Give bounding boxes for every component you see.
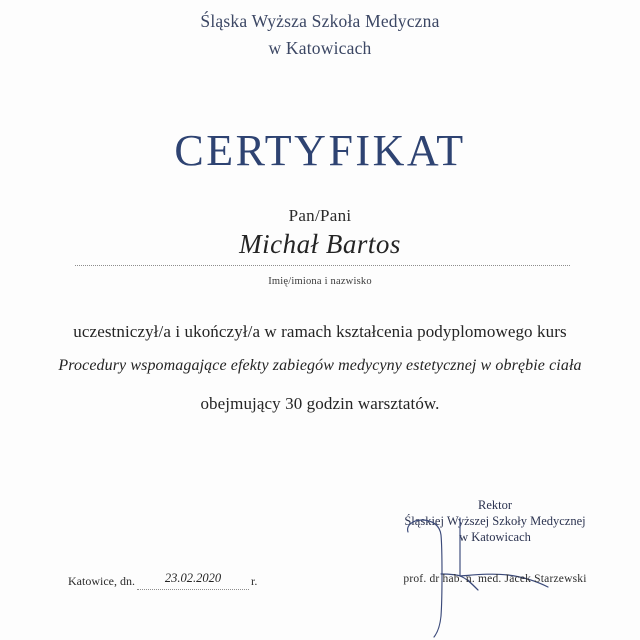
body-text-line-1: uczestniczył/a i ukończył/a w ramach kształcenia podyplomowego kurs <box>73 322 567 341</box>
date-place-label: Katowice, dn. <box>68 574 135 588</box>
date-suffix: r. <box>250 574 258 588</box>
date-rule <box>137 589 249 590</box>
signatory-name: prof. dr hab. n. med. Jacek Starzewski <box>403 573 587 585</box>
body-text-line-3: obejmujący 30 godzin warsztatów. <box>200 394 440 413</box>
signatory-organization-line-2: w Katowicach <box>459 530 531 544</box>
signatory-role: Rektor <box>477 498 513 512</box>
signatory-organization-line-1: Śląskiej Wyższej Szkoły Medycznej <box>404 514 586 528</box>
date-field <box>137 571 249 589</box>
institution-name-line-1: Śląska Wyższa Szkoła Medyczna <box>200 11 440 31</box>
institution-header <box>0 8 640 62</box>
course-title: Procedury wspomagające efekty zabiegów medycyny estetycznej w obrębie ciała <box>58 357 582 374</box>
certificate-title: CERTYFIKAT <box>174 126 466 175</box>
date-block <box>68 571 258 589</box>
signature-block <box>370 497 620 545</box>
recipient-name-rule <box>75 265 570 266</box>
date-value: 23.02.2020 <box>164 571 222 585</box>
recipient-name: Michał Bartos <box>239 229 401 259</box>
recipient-field-caption: Imię/imiona i nazwisko <box>268 276 372 287</box>
salutation-label: Pan/Pani <box>288 206 352 225</box>
institution-name-line-2: w Katowicach <box>268 38 372 58</box>
